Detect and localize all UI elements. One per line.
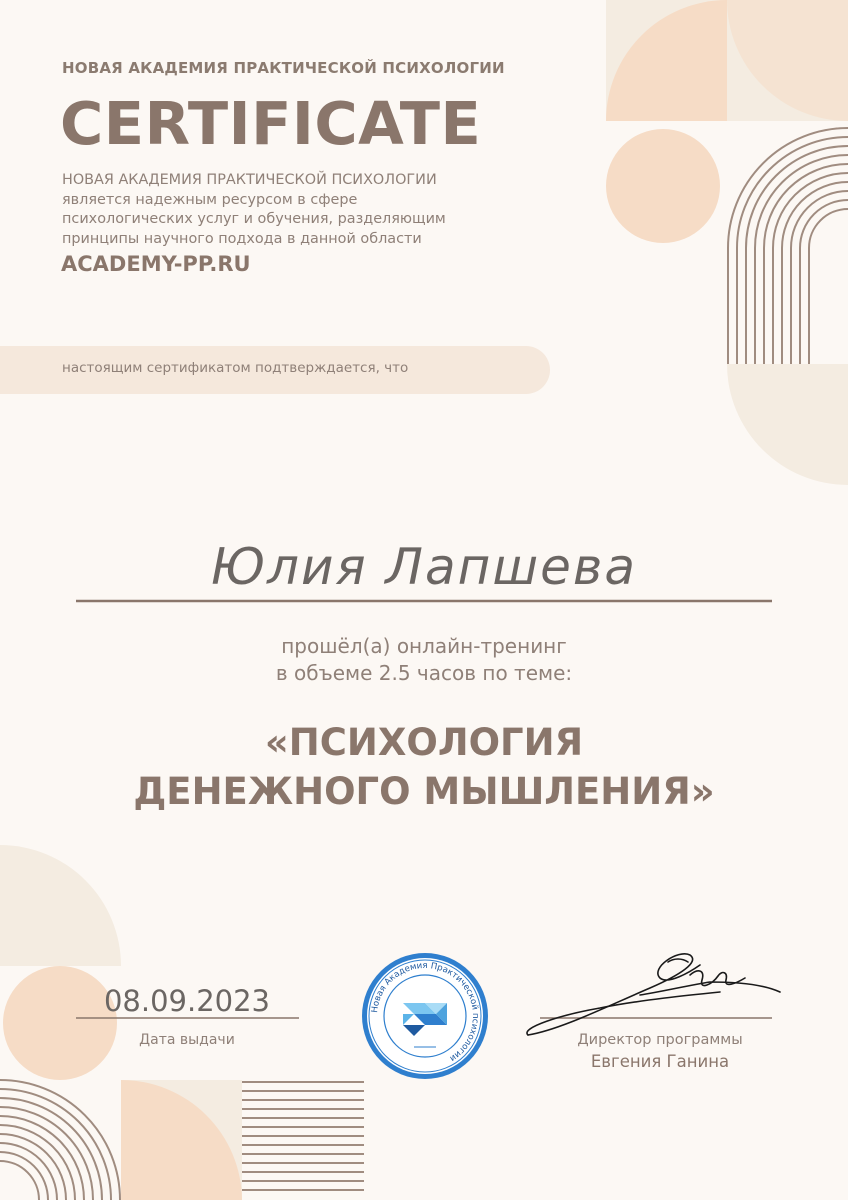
training-line: в объеме 2.5 часов по теме: <box>275 661 573 685</box>
recipient-name: Юлия Лапшева <box>211 538 637 596</box>
topic-line: «ПСИХОЛОГИЯ <box>264 721 584 764</box>
topic-line: ДЕНЕЖНОГО МЫШЛЕНИЯ» <box>133 770 715 813</box>
issue-date-label: Дата выдачи <box>139 1032 235 1048</box>
training-description <box>0 633 848 687</box>
director-name: Евгения Ганина <box>590 1052 730 1071</box>
right-beige-half <box>727 364 848 485</box>
bottom-left-arcs <box>0 1080 120 1200</box>
top-right-arcs <box>728 128 848 364</box>
website-link[interactable]: ACADEMY-PP.RU <box>61 252 251 276</box>
organization-description <box>62 171 446 249</box>
description-line: психологических услуг и обучения, разделяющим <box>62 211 446 227</box>
bottom-horizontal-lines <box>242 1082 364 1190</box>
confirmation-text: настоящим сертификатом подтверждается, что <box>62 360 409 376</box>
director-label: Директор программы <box>577 1032 743 1048</box>
bottom-left-beige-quarter <box>0 845 121 966</box>
issue-date: 08.09.2023 <box>103 984 271 1018</box>
description-line: НОВАЯ АКАДЕМИЯ ПРАКТИЧЕСКОЙ ПСИХОЛОГИИ <box>62 172 437 188</box>
certificate-title: CERTIFICATE <box>60 89 482 158</box>
academy-seal <box>362 953 488 1079</box>
training-topic <box>0 718 848 816</box>
description-line: является надежным ресурсом в сфере <box>62 191 358 208</box>
peach-circle <box>606 129 720 243</box>
organization-name: НОВАЯ АКАДЕМИЯ ПРАКТИЧЕСКОЙ ПСИХОЛОГИИ <box>62 59 505 77</box>
training-line: прошёл(а) онлайн-тренинг <box>281 634 567 658</box>
svg-text:Новая Академия Практической пс: Новая Академия Практической психологии <box>370 960 481 1064</box>
description-line: принципы научного подхода в данной области <box>62 230 422 247</box>
director-signature <box>527 954 780 1035</box>
